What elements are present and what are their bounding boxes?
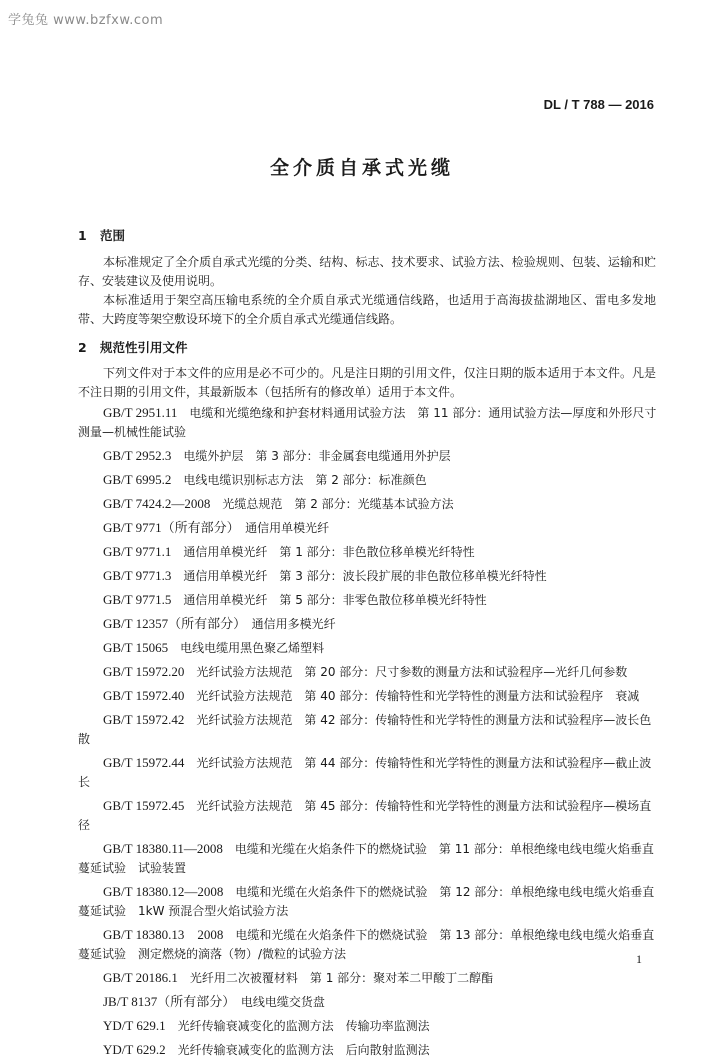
reference-code: JB/T 8137（所有部分） [103, 994, 229, 1009]
reference-code: GB/T 9771（所有部分） [103, 520, 234, 535]
reference-code: YD/T 629.2 [103, 1042, 166, 1057]
reference-title: 通信用单模光纤 第 3 部分：波长段扩展的非色散位移单模光纤特性 [183, 569, 547, 583]
reference-title: 光纤传输衰减变化的监测方法 后向散射监测法 [177, 1043, 430, 1057]
section-2-title: 规范性引用文件 [100, 340, 188, 355]
reference-item [78, 446, 662, 466]
reference-title: 光纤传输衰减变化的监测方法 传输功率监测法 [177, 1019, 430, 1033]
reference-item [78, 614, 662, 634]
reference-title: 光缆总规范 第 2 部分：光缆基本试验方法 [222, 497, 454, 511]
reference-item [78, 494, 662, 514]
reference-code: GB/T 15065 [103, 640, 169, 655]
reference-title: 通信用单模光纤 第 5 部分：非零色散位移单模光纤特性 [183, 593, 487, 607]
reference-code: GB/T 2952.3 [103, 448, 172, 463]
reference-item [78, 518, 662, 538]
section-2-heading [78, 338, 188, 356]
reference-code: GB/T 6995.2 [103, 472, 172, 487]
reference-code: GB/T 18380.11—2008 [103, 841, 223, 856]
reference-code: GB/T 15972.45 [103, 798, 185, 813]
reference-title: 电缆外护层 第 3 部分：非金属套电缆通用外护层 [183, 449, 451, 463]
reference-title: 通信用单模光纤 [245, 521, 330, 535]
section-1-number: 1 [78, 228, 87, 243]
reference-item [78, 542, 662, 562]
page-number: 1 [636, 952, 642, 966]
reference-item [78, 403, 662, 442]
reference-code: GB/T 7424.2—2008 [103, 496, 211, 511]
reference-code: GB/T 15972.40 [103, 688, 185, 703]
watermark: 学兔兔 www.bzfxw.com [8, 13, 164, 28]
reference-title: 光纤试验方法规范 第 44 部分：传输特性和光学特性的测量方法和试验程序—截止波长 [78, 756, 652, 789]
reference-code: GB/T 15972.44 [103, 755, 185, 770]
reference-title: 光纤用二次被覆材料 第 1 部分：聚对苯二甲酸丁二醇酯 [189, 971, 494, 985]
reference-item [78, 1016, 662, 1036]
reference-title: 光纤试验方法规范 第 42 部分：传输特性和光学特性的测量方法和试验程序—波长色散 [78, 713, 652, 746]
section-1-heading [78, 226, 125, 244]
reference-code: GB/T 15972.42 [103, 712, 185, 727]
reference-title: 电缆和光缆绝缘和护套材料通用试验方法 第 11 部分：通用试验方法—厚度和外形尺寸测量—机械性能试验 [78, 406, 657, 439]
reference-item [78, 470, 662, 490]
references-intro: 下列文件对于本文件的应用是必不可少的。凡是注日期的引用文件，仅注日期的版本适用于本文件。凡是不注日期的引用文件，其最新版本（包括所有的修改单）适用于本文件。 [78, 366, 656, 399]
reference-code: GB/T 18380.12—2008 [103, 884, 224, 899]
scope-paragraph: 本标准规定了全介质自承式光缆的分类、结构、标志、技术要求、试验方法、检验规则、包装、运输和贮存、安装建议及使用说明。 [78, 255, 656, 288]
reference-item [78, 925, 662, 964]
reference-title: 电线电缆识别标志方法 第 2 部分：标准颜色 [183, 473, 427, 487]
reference-code: GB/T 12357（所有部分） [103, 616, 240, 631]
reference-item [78, 968, 662, 988]
standard-code: DL / T 788 — 2016 [543, 97, 654, 112]
reference-title: 电缆和光缆在火焰条件下的燃烧试验 第 13 部分：单根绝缘电线电缆火焰垂直蔓延试验 测定燃烧的滴落（物）/微粒的试验方法 [78, 928, 655, 961]
reference-code: GB/T 9771.3 [103, 568, 172, 583]
reference-item [78, 753, 662, 792]
reference-item [78, 638, 662, 658]
reference-item [78, 882, 662, 921]
reference-title: 电缆和光缆在火焰条件下的燃烧试验 第 11 部分：单根绝缘电线电缆火焰垂直蔓延试验 试验装置 [78, 842, 654, 875]
reference-code: GB/T 18380.13 2008 [103, 927, 224, 942]
scope-paragraph: 本标准适用于架空高压输电系统的全介质自承式光缆通信线路，也适用于高海拔盐湖地区、雷电多发地带、大跨度等架空敷设环境下的全介质自承式光缆通信线路。 [78, 293, 656, 326]
reference-item [78, 662, 662, 682]
reference-title: 电线电缆用黑色聚乙烯塑料 [180, 641, 325, 655]
reference-title: 光纤试验方法规范 第 45 部分：传输特性和光学特性的测量方法和试验程序—模场直径 [78, 799, 652, 832]
reference-code: GB/T 20186.1 [103, 970, 178, 985]
reference-title: 光纤试验方法规范 第 20 部分：尺寸参数的测量方法和试验程序—光纤几何参数 [196, 665, 628, 679]
reference-code: GB/T 2951.11 [103, 405, 178, 420]
reference-title: 通信用单模光纤 第 1 部分：非色散位移单模光纤特性 [183, 545, 475, 559]
reference-list [78, 403, 662, 1060]
reference-code: GB/T 9771.5 [103, 592, 172, 607]
section-2-number: 2 [78, 340, 87, 355]
reference-item [78, 590, 662, 610]
reference-title: 光纤试验方法规范 第 40 部分：传输特性和光学特性的测量方法和试验程序 衰减 [196, 689, 640, 703]
section-1-title: 范围 [100, 228, 126, 243]
reference-title: 通信用多模光纤 [251, 617, 336, 631]
reference-item [78, 796, 662, 835]
reference-title: 电线电缆交货盘 [240, 995, 325, 1009]
reference-code: GB/T 9771.1 [103, 544, 172, 559]
reference-item [78, 1040, 662, 1060]
reference-item [78, 566, 662, 586]
reference-title: 电缆和光缆在火焰条件下的燃烧试验 第 12 部分：单根绝缘电线电缆火焰垂直蔓延试验 1kW 预混合型火焰试验方法 [78, 885, 655, 918]
document-title: 全介质自承式光缆 [269, 157, 454, 179]
reference-code: GB/T 15972.20 [103, 664, 185, 679]
reference-item [78, 992, 662, 1012]
reference-code: YD/T 629.1 [103, 1018, 166, 1033]
reference-item [78, 839, 662, 878]
reference-item [78, 710, 662, 749]
reference-item [78, 686, 662, 706]
